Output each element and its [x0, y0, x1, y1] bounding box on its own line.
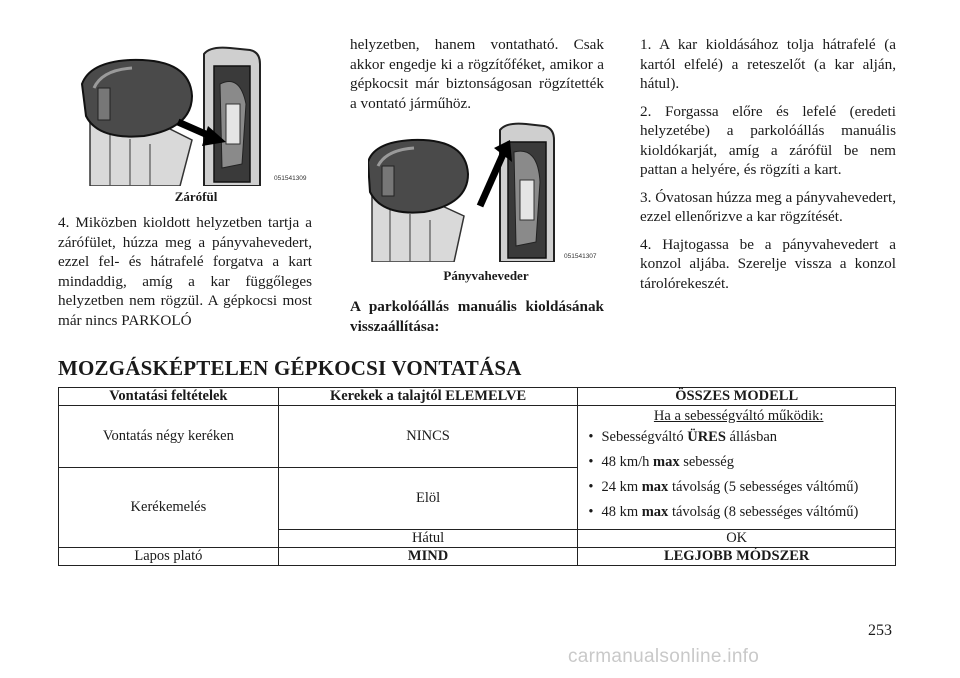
page-number: 253: [868, 622, 892, 639]
cell-rear: Hátul: [278, 530, 578, 548]
step-3: 3. Óvatosan húzza meg a pányvahevedert, ezzel ellenőrizve a kar rögzítését.: [640, 188, 896, 225]
list-item: • 48 km max távolság (8 sebességes váltómű): [588, 504, 889, 521]
cell-wheel-lift: Kerékemelés: [59, 468, 279, 548]
col2-subheading: A parkolóállás manuális kioldásának visszaállítása:: [350, 298, 604, 335]
svg-text:051541307: 051541307: [564, 253, 597, 260]
svg-text:051541309: 051541309: [274, 175, 307, 182]
cell-none: NINCS: [278, 406, 578, 468]
list-item: • Sebességváltó ÜRES állásban: [588, 429, 889, 446]
notes-title: Ha a sebességváltó működik:: [653, 408, 824, 424]
cell-best-method: LEGJOBB MÓDSZER: [578, 548, 896, 566]
towing-table: [58, 387, 896, 566]
cell-all: MIND: [278, 548, 578, 566]
shifter-illustration-2: [368, 122, 604, 262]
col1-paragraph: 4. Miközben kioldott helyzetben tartja a zárófület, húzza meg a pányvahevedert, ezzel fel- és hátrafelé forgatva a kart mindaddig, amíg a kar függőleges helyzetben nem rögzül. A gépkocsi most már nincs PARKOLÓ: [58, 214, 312, 329]
cell-ok: OK: [578, 530, 896, 548]
step-1: 1. A kar kioldásához tolja hátrafelé (a kartól elfelé) a reteszelőt (a kar alján, hátul).: [640, 36, 896, 92]
section-title: MOZGÁSKÉPTELEN GÉPKOCSI VONTATÁSA: [58, 356, 522, 380]
notes-list: [588, 429, 889, 521]
header-wheels-lifted: Kerekek a talajtól ELEMELVE: [278, 388, 578, 406]
cell-flatbed: Lapos plató: [59, 548, 279, 566]
shifter-illustration-1: [80, 44, 312, 186]
list-item: • 48 km/h max sebesség: [588, 454, 889, 471]
figure1-caption: Zárófül: [174, 189, 218, 204]
step-2: 2. Forgassa előre és lefelé (eredeti helyzetébe) a parkolóállás manuális kioldókarját, amíg a zárófül be nem pattan a helyére, és rögzíti a kart.: [640, 102, 896, 178]
figure-lock-tab: [80, 44, 312, 186]
list-item: • 24 km max távolság (5 sebességes váltómű): [588, 479, 889, 496]
table-row: [59, 406, 896, 468]
col2-paragraph: helyzetben, hanem vontatható. Csak akkor engedje ki a rögzítőféket, amikor a gépkocsit már biztonságosan rögzítették a vontató járműhöz.: [350, 36, 604, 112]
table-header-row: [59, 388, 896, 406]
step-4: 4. Hajtogassa be a pányvahevedert a konzol aljába. Szerelje vissza a konzol tárolórekeszét.: [640, 235, 896, 292]
cell-front: Elöl: [278, 468, 578, 530]
table-row: [59, 548, 896, 566]
col3-steps: [640, 35, 896, 293]
cell-four-wheel-tow: Vontatás négy keréken: [59, 406, 279, 468]
header-conditions: Vontatási feltételek: [59, 388, 279, 406]
header-all-models: ÖSSZES MODELL: [578, 388, 896, 406]
watermark-text: carmanualsonline.info: [568, 646, 760, 667]
figure2-caption: Pányvaheveder: [443, 268, 529, 283]
cell-transmission-notes: [578, 406, 896, 530]
figure-tether-strap: [368, 122, 604, 262]
